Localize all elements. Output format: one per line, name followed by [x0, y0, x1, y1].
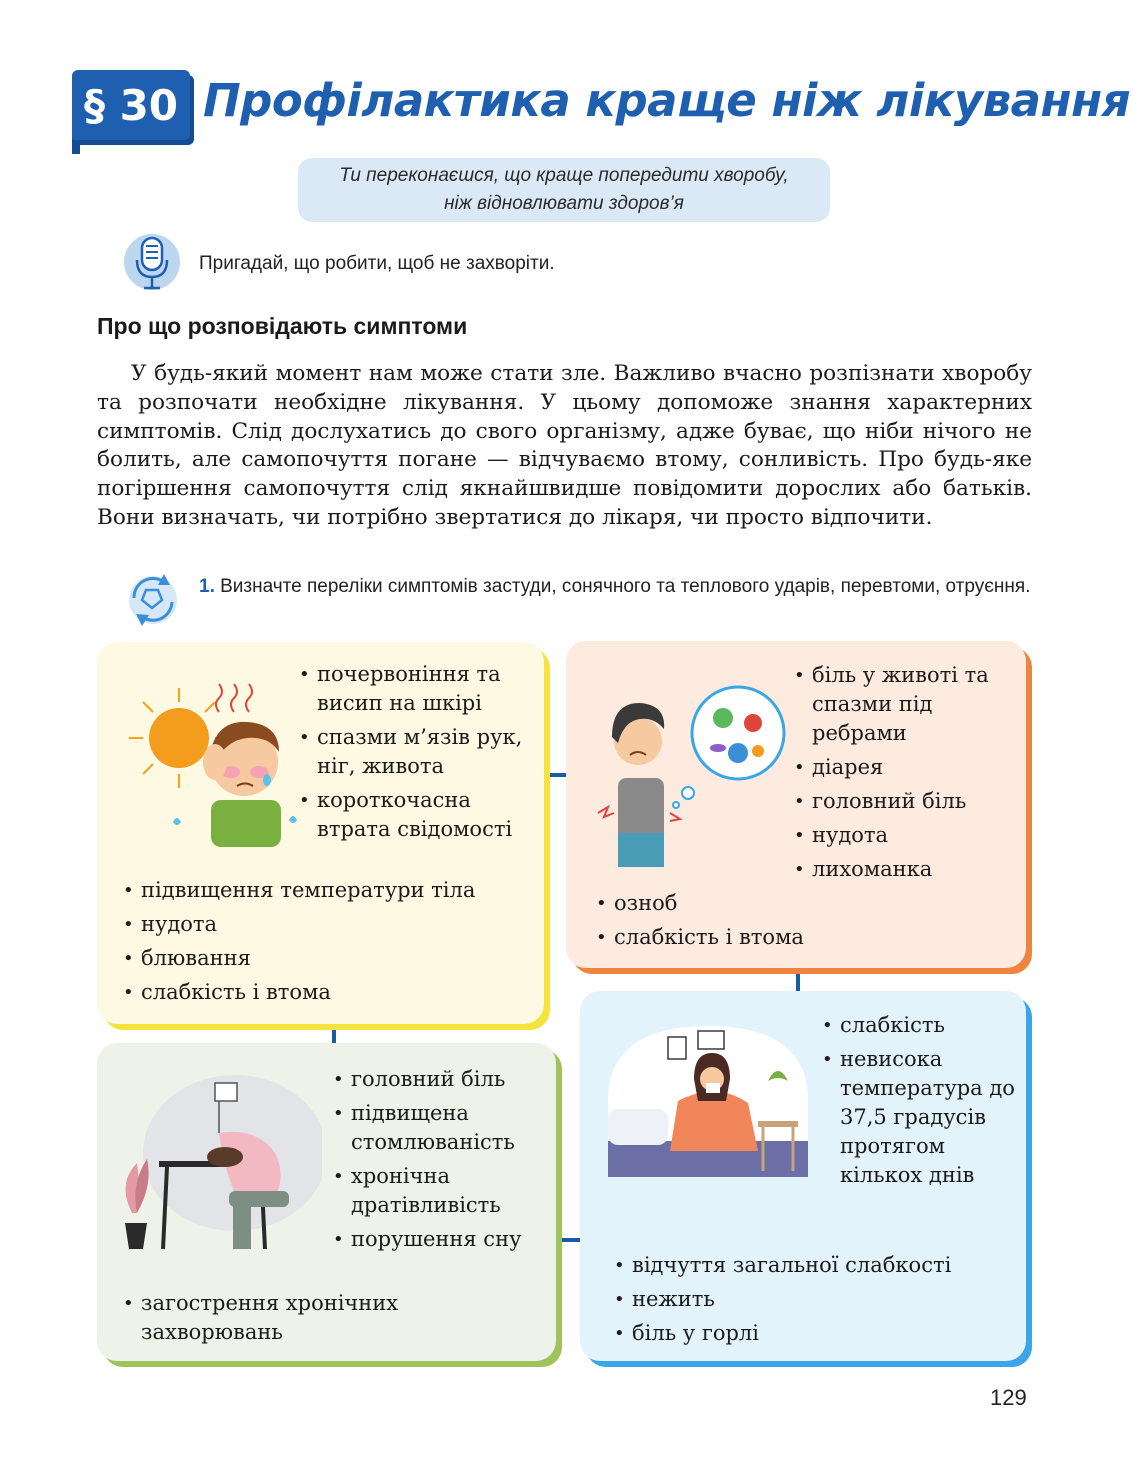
connector-line: [796, 968, 800, 991]
list-item: • слабкість: [820, 1011, 1025, 1040]
stomach-ache-man-illustration: [588, 663, 788, 873]
section-badge: § 30: [72, 70, 190, 140]
list-item: • діарея: [792, 753, 1017, 782]
poisoning-bottom-list: [594, 889, 1004, 952]
symptom-card-sunstroke: [97, 642, 544, 1024]
cold-top-list: [820, 1011, 1025, 1190]
section-heading: Про що розповідають симптоми: [97, 313, 468, 339]
fatigue-top-list: [331, 1065, 551, 1254]
task-number: 1.: [199, 576, 215, 597]
list-item: • короткочасна втрата свідомості: [297, 786, 532, 844]
page-title: Профілактика краще ніж лікування: [203, 74, 1131, 127]
list-item: • спазми м’язів рук, ніг, живота: [297, 723, 532, 781]
list-item: • нудота: [792, 821, 1017, 850]
list-item: • слабкість і втома: [121, 978, 531, 1007]
list-item: • біль у горлі: [612, 1319, 1022, 1348]
goal-line-2: ніж відновлювати здоров’я: [444, 193, 684, 214]
list-item: • головний біль: [331, 1065, 551, 1094]
list-item: • відчуття загальної слабкості: [612, 1251, 1022, 1280]
symptom-card-poisoning: [566, 641, 1026, 968]
list-item: • почервоніння та висип на шкірі: [297, 660, 532, 718]
list-item: • озноб: [594, 889, 1004, 918]
list-item: • слабкість і втома: [594, 923, 1004, 952]
list-item: • біль у животі та спазми під ребрами: [792, 661, 1017, 748]
list-item: • нежить: [612, 1285, 1022, 1314]
sick-woman-bed-illustration: [608, 1021, 808, 1181]
list-item: • блювання: [121, 944, 531, 973]
sunstroke-top-list: [297, 660, 532, 844]
list-item: • невисока температура до 37,5 градусів протягом кількох днів: [820, 1045, 1025, 1190]
sunstroke-bottom-list: [121, 876, 531, 1007]
fatigue-bottom-list: [121, 1289, 541, 1347]
section-paragraph: [97, 360, 1032, 533]
poisoning-top-list: [792, 661, 1017, 884]
connector-line: [556, 1238, 580, 1242]
tired-person-desk-illustration: [107, 1073, 322, 1253]
list-item: • лихоманка: [792, 855, 1017, 884]
list-item: • хронічна дратівливість: [331, 1162, 551, 1220]
page-number: 129: [990, 1385, 1027, 1410]
lesson-goal: [298, 158, 830, 222]
connector-line: [544, 773, 566, 777]
list-item: • підвищена стомлюваність: [331, 1099, 551, 1157]
goal-line-1: Ти переконаєшся, що краще попередити хворобу,: [339, 165, 789, 186]
recall-prompt: Пригадай, що робити, щоб не захворіти.: [199, 253, 555, 274]
task-body: Визначте переліки симптомів застуди, сонячного та теплового ударів, перевтоми, отруєння.: [214, 576, 1031, 597]
symptom-card-cold: [580, 991, 1026, 1361]
cold-bottom-list: [612, 1251, 1022, 1348]
list-item: • нудота: [121, 910, 531, 939]
list-item: • порушення сну: [331, 1225, 551, 1254]
microphone-icon: [122, 232, 182, 292]
sunstroke-child-illustration: [119, 682, 299, 847]
list-item: • підвищення температури тіла: [121, 876, 531, 905]
list-item: • загострення хронічних захворювань: [121, 1289, 541, 1347]
symptom-card-fatigue: [97, 1043, 556, 1361]
task-text: [199, 574, 1033, 599]
connector-line: [332, 1024, 336, 1043]
recycle-arrows-icon: [122, 568, 184, 628]
list-item: • головний біль: [792, 787, 1017, 816]
section-paragraph-text: У будь-який момент нам може стати зле. Важливо вчасно розпізнати хворобу та розпочати необхідне лікування. У цьому допоможе знання характерних симптомів. Слід дослухатись до свого організму, адже буває, що ніби нічого не болить, але самопочуття погане — відчуваємо втому, сонливість. Про будь-яке погіршення самопочуття слід якнайшвидше повідомити дорослих або батьків. Вони визначать, чи потрібно звертатися до лікаря, чи просто відпочити.: [97, 361, 1032, 530]
